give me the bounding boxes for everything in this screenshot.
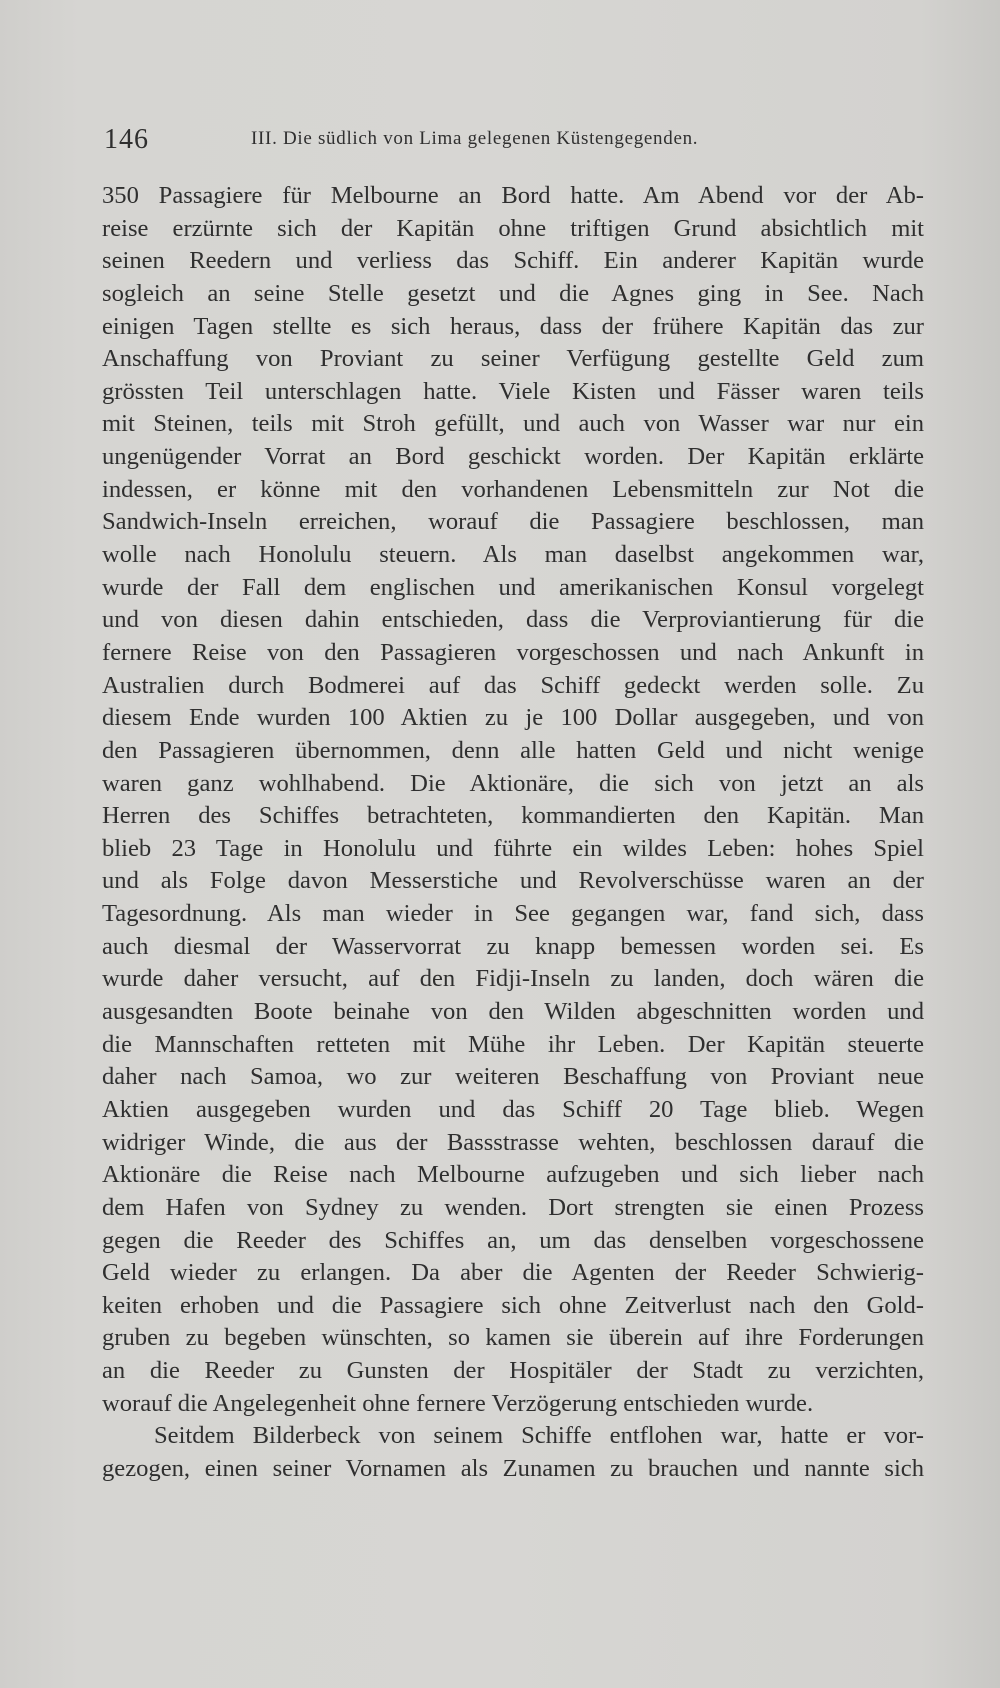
text-line: Anschaffung von Proviant zu seiner Verfügung gestellte Geld zum bbox=[102, 345, 924, 373]
text-line: reise erzürnte sich der Kapitän ohne triftigen Grund absichtlich mit bbox=[102, 214, 924, 242]
text-line: die Mannschaften retteten mit Mühe ihr Leben. Der Kapitän steuerte bbox=[102, 1030, 924, 1058]
text-line: blieb 23 Tage in Honolulu und führte ein wildes Leben: hohes Spiel bbox=[102, 834, 924, 862]
text-line: 350 Passagiere für Melbourne an Bord hatte. Am Abend vor der Ab- bbox=[102, 182, 924, 209]
text-line: an die Reeder zu Gunsten der Hospitäler der Stadt zu verzichten, bbox=[102, 1357, 924, 1385]
page-number: 146 bbox=[104, 124, 149, 155]
text-line: auch diesmal der Wasservorrat zu knapp bemessen worden sei. Es bbox=[102, 932, 924, 960]
text-line: und als Folge davon Messerstiche und Revolverschüsse waren an der bbox=[102, 867, 924, 895]
text-line: Australien durch Bodmerei auf das Schiff gedeckt werden solle. Zu bbox=[102, 671, 924, 699]
text-line: diesem Ende wurden 100 Aktien zu je 100 Dollar ausgegeben, und von bbox=[102, 704, 924, 732]
text-line: Aktionäre die Reise nach Melbourne aufzugeben und sich lieber nach bbox=[102, 1161, 924, 1189]
text-line: grössten Teil unterschlagen hatte. Viele Kisten und Fässer waren teils bbox=[102, 377, 924, 405]
text-line: seinen Reedern und verliess das Schiff. Ein anderer Kapitän wurde bbox=[102, 247, 924, 275]
text-line: Herren des Schiffes betrachteten, kommandierten den Kapitän. Man bbox=[102, 802, 924, 830]
text-line: den Passagieren übernommen, denn alle hatten Geld und nicht wenige bbox=[102, 736, 924, 764]
running-title: III. Die südlich von Lima gelegenen Küstengegenden. bbox=[251, 128, 699, 149]
text-line: waren ganz wohlhabend. Die Aktionäre, die sich von jetzt an als bbox=[102, 769, 924, 797]
text-line: gezogen, einen seiner Vornamen als Zunamen zu brauchen und nannte sich bbox=[102, 1454, 924, 1482]
body-text bbox=[102, 180, 924, 1486]
text-line: gegen die Reeder des Schiffes an, um das denselben vorgeschossene bbox=[102, 1226, 924, 1254]
text-line: Geld wieder zu erlangen. Da aber die Agenten der Reeder Schwierig- bbox=[102, 1259, 924, 1287]
text-line: fernere Reise von den Passagieren vorgeschossen und nach Ankunft in bbox=[102, 638, 924, 666]
text-line: und von diesen dahin entschieden, dass die Verproviantierung für die bbox=[102, 606, 924, 634]
text-line: wurde daher versucht, auf den Fidji-Inseln zu landen, doch wären die bbox=[102, 965, 924, 993]
text-line: daher nach Samoa, wo zur weiteren Beschaffung von Proviant neue bbox=[102, 1063, 924, 1091]
text-line: Tagesordnung. Als man wieder in See gegangen war, fand sich, dass bbox=[102, 900, 924, 928]
text-line: Seitdem Bilderbeck von seinem Schiffe entflohen war, hatte er vor- bbox=[154, 1422, 924, 1450]
text-line: Aktien ausgegeben wurden und das Schiff 20 Tage blieb. Wegen bbox=[102, 1095, 924, 1123]
text-line: indessen, er könne mit den vorhandenen Lebensmitteln zur Not die bbox=[102, 475, 924, 503]
text-line: mit Steinen, teils mit Stroh gefüllt, und auch von Wasser war nur ein bbox=[102, 410, 924, 438]
text-line: dem Hafen von Sydney zu wenden. Dort strengten sie einen Prozess bbox=[102, 1193, 924, 1221]
text-line: sogleich an seine Stelle gesetzt und die Agnes ging in See. Nach bbox=[102, 279, 924, 307]
text-line: ungenügender Vorrat an Bord geschickt worden. Der Kapitän erklärte bbox=[102, 443, 924, 471]
text-line: wolle nach Honolulu steuern. Als man daselbst angekommen war, bbox=[102, 541, 924, 569]
text-line: Sandwich-Inseln erreichen, worauf die Passagiere beschlossen, man bbox=[102, 508, 924, 536]
text-line: worauf die Angelegenheit ohne fernere Verzögerung entschieden wurde. bbox=[102, 1389, 814, 1417]
page-header bbox=[104, 124, 924, 154]
text-line: keiten erhoben und die Passagiere sich ohne Zeitverlust nach den Gold- bbox=[102, 1291, 924, 1319]
text-line: einigen Tagen stellte es sich heraus, dass der frühere Kapitän das zur bbox=[102, 312, 924, 340]
text-line: gruben zu begeben wünschten, so kamen sie überein auf ihre Forderungen bbox=[102, 1324, 924, 1352]
text-line: wurde der Fall dem englischen und amerikanischen Konsul vorgelegt bbox=[102, 573, 924, 601]
text-line: ausgesandten Boote beinahe von den Wilden abgeschnitten worden und bbox=[102, 998, 924, 1026]
text-line: widriger Winde, die aus der Bassstrasse wehten, beschlossen darauf die bbox=[102, 1128, 924, 1156]
